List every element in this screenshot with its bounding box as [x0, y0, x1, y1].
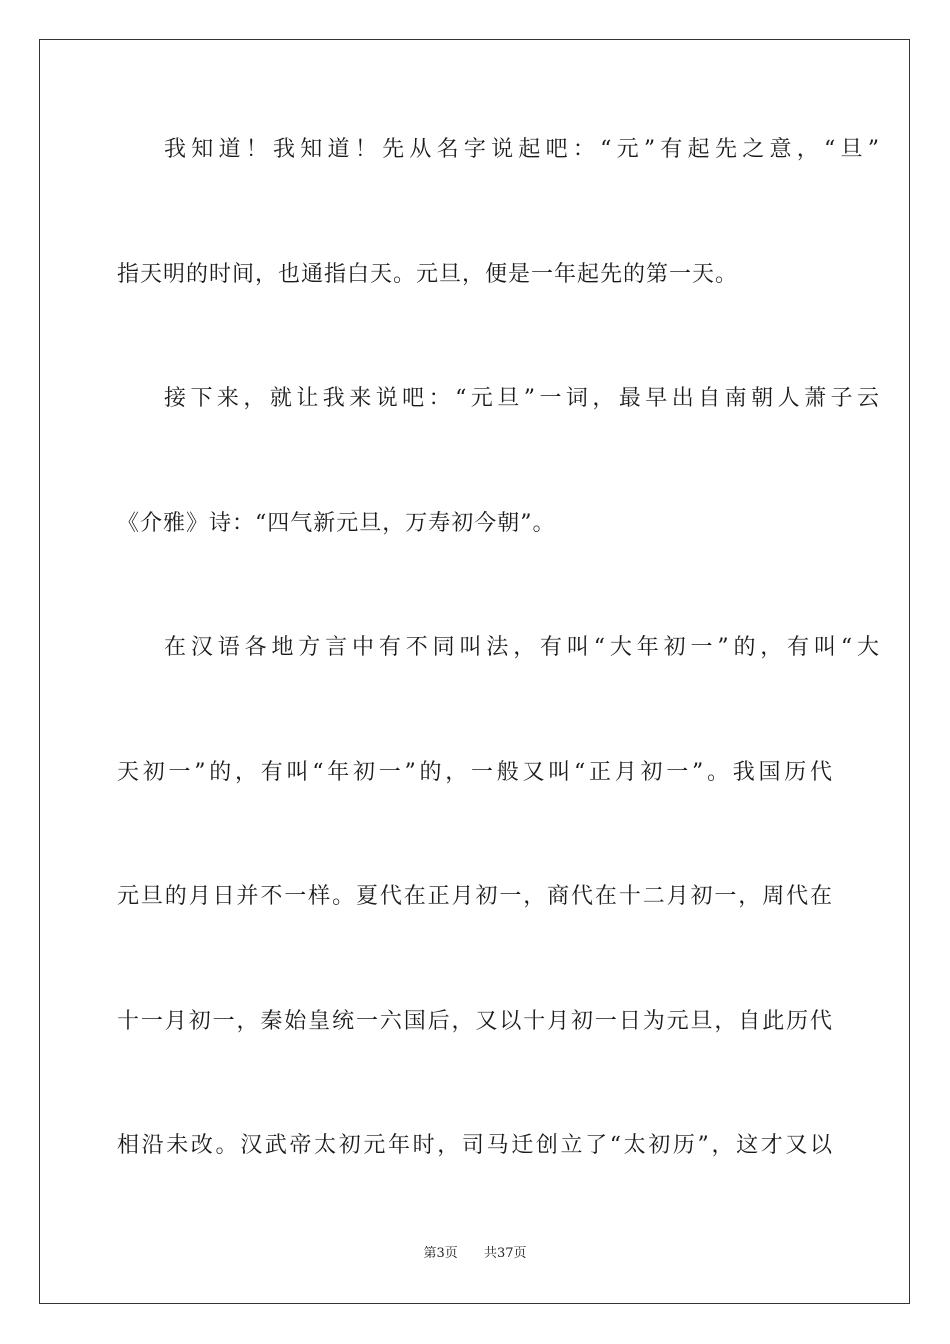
paragraph-2-line-2: 《介雅》诗：“四气新元旦，万寿初今朝”。	[117, 511, 556, 536]
paragraph-3-line-1: 在汉语各地方言中有不同叫法，有叫“大年初一”的，有叫“大	[164, 635, 880, 660]
page-number: 第3页	[423, 1246, 458, 1261]
paragraph-1-line-2: 指天明的时间，也通指白天。元旦，便是一年起先的第一天。	[117, 262, 739, 287]
paragraph-3-line-2: 天初一”的，有叫“年初一”的，一般又叫“正月初一”。我国历代	[117, 760, 833, 785]
paragraph-1-line-1: 我知道！我知道！先从名字说起吧：“元”有起先之意，“旦”	[164, 137, 880, 162]
paragraph-2-line-1: 接下来，就让我来说吧：“元旦”一词，最早出自南朝人萧子云	[164, 386, 880, 411]
page-total: 共37页	[484, 1246, 527, 1261]
page-border	[39, 39, 910, 1304]
paragraph-3-line-4: 十一月初一，秦始皇统一六国后，又以十月初一日为元旦，自此历代	[117, 1009, 833, 1034]
page-footer	[0, 1245, 950, 1263]
paragraph-3-line-3: 元旦的月日并不一样。夏代在正月初一，商代在十二月初一，周代在	[117, 884, 833, 909]
paragraph-3-line-5: 相沿未改。汉武帝太初元年时，司马迁创立了“太初历”，这才又以	[117, 1133, 833, 1158]
